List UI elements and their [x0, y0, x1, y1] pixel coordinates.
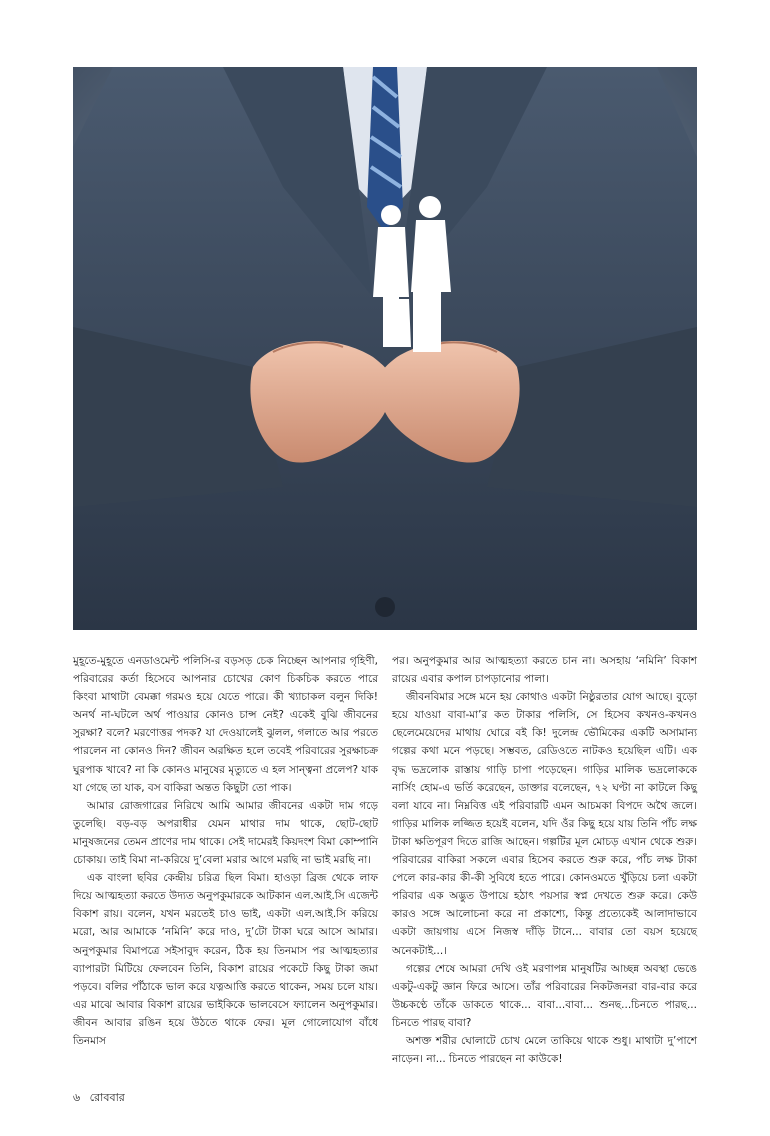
magazine-name: রোববার — [89, 1091, 125, 1104]
article-paragraph: পর। অনুপকুমার আর আত্মহত্যা করতে চান না। অসহায় ‘নমিনি’ বিকাশ রায়ের এবার কপাল চাপড়ানোর পালা। — [392, 655, 697, 686]
article-paragraph: জীবনবিমার সঙ্গে মনে হয় কোথাও একটা নিষ্ঠুরতার যোগ আছে। বুড়ো হয়ে যাওয়া বাবা-মা’র কত টাকার পলিসি, সে হিসেব কখনও-কখনও ছেলেমেয়েদের মাথায় ঘোরে বই কি! দুলেন্দ্র ভৌমিকের একটি অসামান্য গল্পের কথা মনে পড়ছে। সম্ভবত, রেডিওতে নাটকও হয়েছিল এটি। এক বৃদ্ধ ভদ্রলোক রাস্তায় গাড়ি চাপা পড়েছেন। গাড়ির মালিক ভদ্রলোককে নার্সিং হোম-এ ভর্তি করেছেন, ডাক্তার বলেছেন, ৭২ ঘণ্টা না কাটলে কিছু বলা যাবে না। নিম্নবিত্ত এই পরিবারটি এমন আচমকা বিপদে অথৈ জলে। গাড়ির মালিক লজ্জিত হয়েই বলেন, যদি ওঁর কিছু হয়ে যায় তিনি পাঁচ লক্ষ টাকা ক্ষতিপূরণ দিতে রাজি আছেন। গল্পটির মূল মোচড় এখান থেকে শুরু। পরিবারের বাকিরা সকলে এবার হিসেব করতে শুরু করে, পাঁচ লক্ষ টাকা পেলে কার-কার কী-কী সুবিধে হতে পারে। কোনওমতে খুঁড়িয়ে চলা একটা পরিবার এক অদ্ভুত উপায়ে হঠাৎ পয়সার স্বপ্ন দেখতে শুরু করে। কেউ কারও সঙ্গে আলোচনা করে না প্রকাশ্যে, কিন্তু প্রত্যেকেই আলাদাভাবে একটা জায়গায় এসে নিজস্ব দাঁড়ি টানে... বাবার তো বয়স হয়েছে অনেকটাই...। — [392, 691, 697, 957]
page-number: ৬ — [73, 1091, 81, 1104]
article-paragraph: গল্পের শেষে আমরা দেখি ওই মরণাপন্ন মানুষটির আচ্ছন্ন অবস্থা ভেঙে একটু-একটু জ্ঞান ফিরে আসে। তাঁর পরিবারের নিকটজনরা বার-বার করে উচ্চকণ্ঠে তাঁকে ডাকতে থাকে... বাবা...বাবা... শুনছ...চিনতে পারছ... চিনতে পারছ বাবা? — [392, 962, 697, 1029]
hero-photo — [73, 67, 697, 630]
page-footer — [73, 1089, 131, 1108]
article-paragraph: অশক্ত শরীর ঘোলাটে চোখ মেলে তাকিয়ে থাকে শুধু। মাথাটা দু’পাশে নাড়েন। না... চিনতে পারছেন না কাউকে! — [392, 1034, 697, 1066]
article-column-right — [392, 652, 697, 1066]
article-column-left — [73, 652, 378, 1052]
businessman-holding-family-image — [73, 67, 697, 630]
article-paragraph: এক বাংলা ছবির কেন্দ্রীয় চরিত্র ছিল বিমা। হাওড়া ব্রিজ থেকে লাফ দিয়ে আত্মহত্যা করতে উদ্যত অনুপকুমারকে আটকান এল.আই.সি এজেন্ট বিকাশ রায়। বলেন, যখন মরতেই চাও ভাই, একটা এল.আই.সি করিয়ে মরো, আর আমাকে ‘নমিনি’ করে দাও, দু’টো টাকা ঘরে আসে আমার। অনুপকুমার বিমাপত্রে সইসাবুদ করেন, ঠিক হয় তিনমাস পর আত্মহত্যার ব্যাপারটা মিটিয়ে ফেলবেন তিনি, বিকাশ রায়ের পকেটে কিছু টাকা জমা পড়বে। বলির পাঁঠাকে ভাল করে যত্নআত্তি করতে থাকেন, সময় চলে যায়। এর মাঝে আবার বিকাশ রায়ের ভাইকিকে ভালবেসে ফ্যালেন অনুপকুমার। জীবন আবার রঙিন হয়ে উঠতে থাকে ফের। মূল গোলোযোগ বাঁধে তিনমাস — [73, 872, 378, 1047]
article-paragraph: মুহূতে-মুহূতে এনডাওমেন্ট পলিসি-র বড়সড় চেক নিচ্ছেন আপনার গৃহিণী, পরিবারের কর্তা হিসেবে আপনার চোখের কোণ চিকচিক করতে পারে কিংবা মাথাটা বেমক্কা গরমও হয়ে যেতে পারে। কী খ্যাচাকল বলুন দিকি! অনর্থ না-ঘটলে অর্থ পাওয়ার কোনও চান্স নেই? একেই বুঝি জীবনের সুরক্ষা? বলে? মরণোত্তর পদক? যা দেওয়ালেই ঝুলল, গলাতে আর পরতে পারলেন না কোনও দিন? জীবন অরক্ষিত হলে তবেই পরিবারের সুরক্ষাচক্র ঘুরপাক খাবে? না কি কোনও মানুষের মৃত্যুতে এ হল সান্ত্বনা প্রলেপ? যাক যা গেছে তা যাক, বস বাকিরা অন্তত কিছুটা তো পাক। — [73, 655, 378, 794]
article-paragraph: আমার রোজগারের নিরিখে আমি আমার জীবনের একটা দাম গড়ে তুলেছি। বড়-বড় অপরাধীর যেমন মাথার দাম থাকে, ছোট-ছোট মানুষজনের তেমন প্রাণের দাম থাকে। সেই দামেরই কিয়দংশ বিমা কোম্পানি চোকায়। তাই বিমা না-করিয়ে দু’বেলা মরার আগে মরছি না ভাই মরছি না। — [73, 799, 378, 867]
